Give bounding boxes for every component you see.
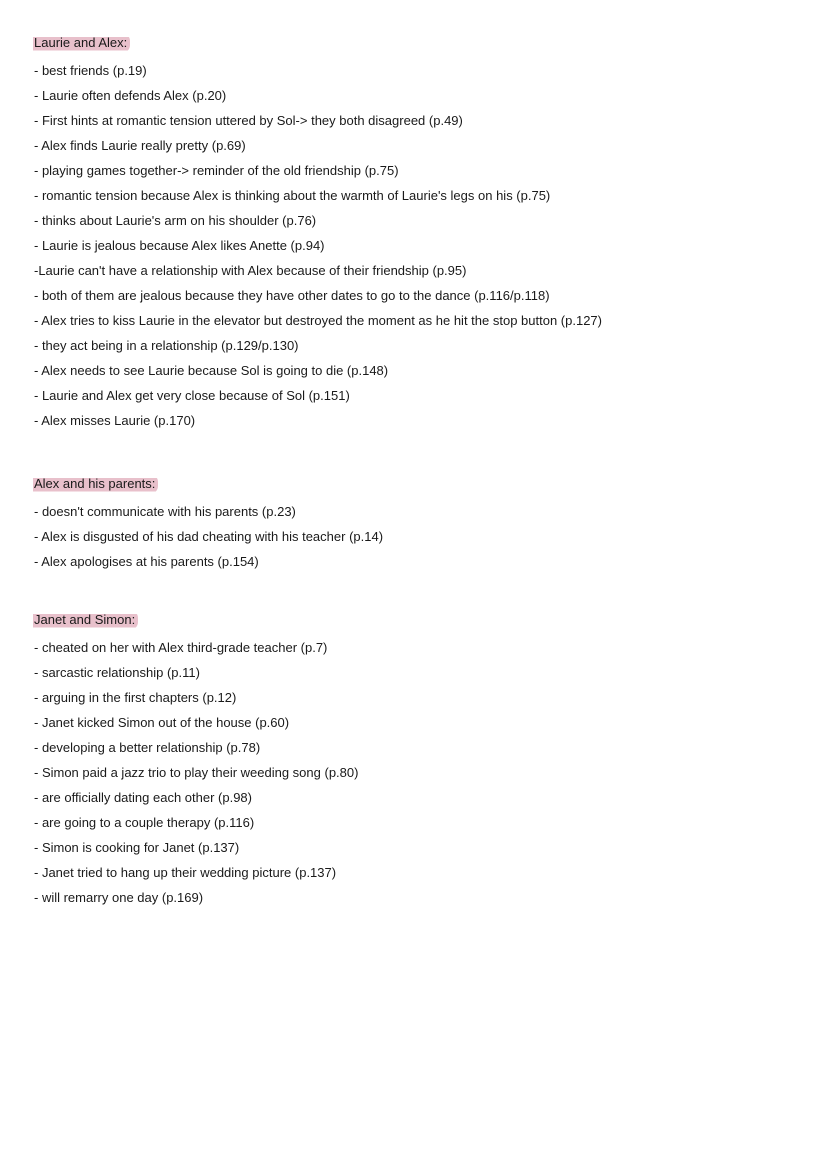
list-item: - Laurie and Alex get very close because of Sol (p.151) <box>34 388 350 403</box>
notes-list <box>34 499 794 574</box>
list-item: - Alex needs to see Laurie because Sol is going to die (p.148) <box>34 363 389 378</box>
list-item: - Alex is disgusted of his dad cheating with his teacher (p.14) <box>34 529 384 544</box>
list-item: - Laurie is jealous because Alex likes Anette (p.94) <box>34 238 325 253</box>
list-item: - doesn't communicate with his parents (p.23) <box>34 504 296 519</box>
list-item: - playing games together-> reminder of the old friendship (p.75) <box>34 163 399 178</box>
notes-list <box>34 635 794 910</box>
list-item: - romantic tension because Alex is thinking about the warmth of Laurie's legs on his (p.75) <box>34 188 551 203</box>
list-item: - are officially dating each other (p.98) <box>34 790 252 805</box>
section-heading: Alex and his parents: <box>33 474 158 494</box>
list-item: - Alex finds Laurie really pretty (p.69) <box>34 138 246 153</box>
list-item: - Alex apologises at his parents (p.154) <box>34 554 259 569</box>
list-item: - cheated on her with Alex third-grade teacher (p.7) <box>34 640 328 655</box>
list-item: - best friends (p.19) <box>34 63 147 78</box>
section-laurie-and-alex <box>34 33 794 433</box>
list-item: - they act being in a relationship (p.129/p.130) <box>34 338 299 353</box>
list-item: - Janet kicked Simon out of the house (p.60) <box>34 715 290 730</box>
list-item: - both of them are jealous because they have other dates to go to the dance (p.116/p.118) <box>34 288 550 303</box>
section-heading: Janet and Simon: <box>33 610 138 630</box>
list-item: - Alex misses Laurie (p.170) <box>34 413 196 428</box>
list-item: -Laurie can't have a relationship with Alex because of their friendship (p.95) <box>34 263 467 278</box>
notes-list <box>34 58 794 433</box>
list-item: - Laurie often defends Alex (p.20) <box>34 88 227 103</box>
section-alex-and-his-parents <box>34 474 794 574</box>
list-item: - are going to a couple therapy (p.116) <box>34 815 255 830</box>
list-item: - First hints at romantic tension uttered by Sol-> they both disagreed (p.49) <box>34 113 463 128</box>
section-janet-and-simon <box>34 610 794 910</box>
list-item: - Alex tries to kiss Laurie in the elevator but destroyed the moment as he hit the stop button (p.127) <box>34 313 602 328</box>
list-item: - sarcastic relationship (p.11) <box>34 665 200 680</box>
section-heading: Laurie and Alex: <box>33 33 130 53</box>
list-item: - arguing in the first chapters (p.12) <box>34 690 237 705</box>
list-item: - will remarry one day (p.169) <box>34 890 204 905</box>
list-item: - developing a better relationship (p.78) <box>34 740 261 755</box>
list-item: - thinks about Laurie's arm on his shoulder (p.76) <box>34 213 317 228</box>
list-item: - Janet tried to hang up their wedding picture (p.137) <box>34 865 337 880</box>
list-item: - Simon paid a jazz trio to play their weeding song (p.80) <box>34 765 359 780</box>
list-item: - Simon is cooking for Janet (p.137) <box>34 840 240 855</box>
